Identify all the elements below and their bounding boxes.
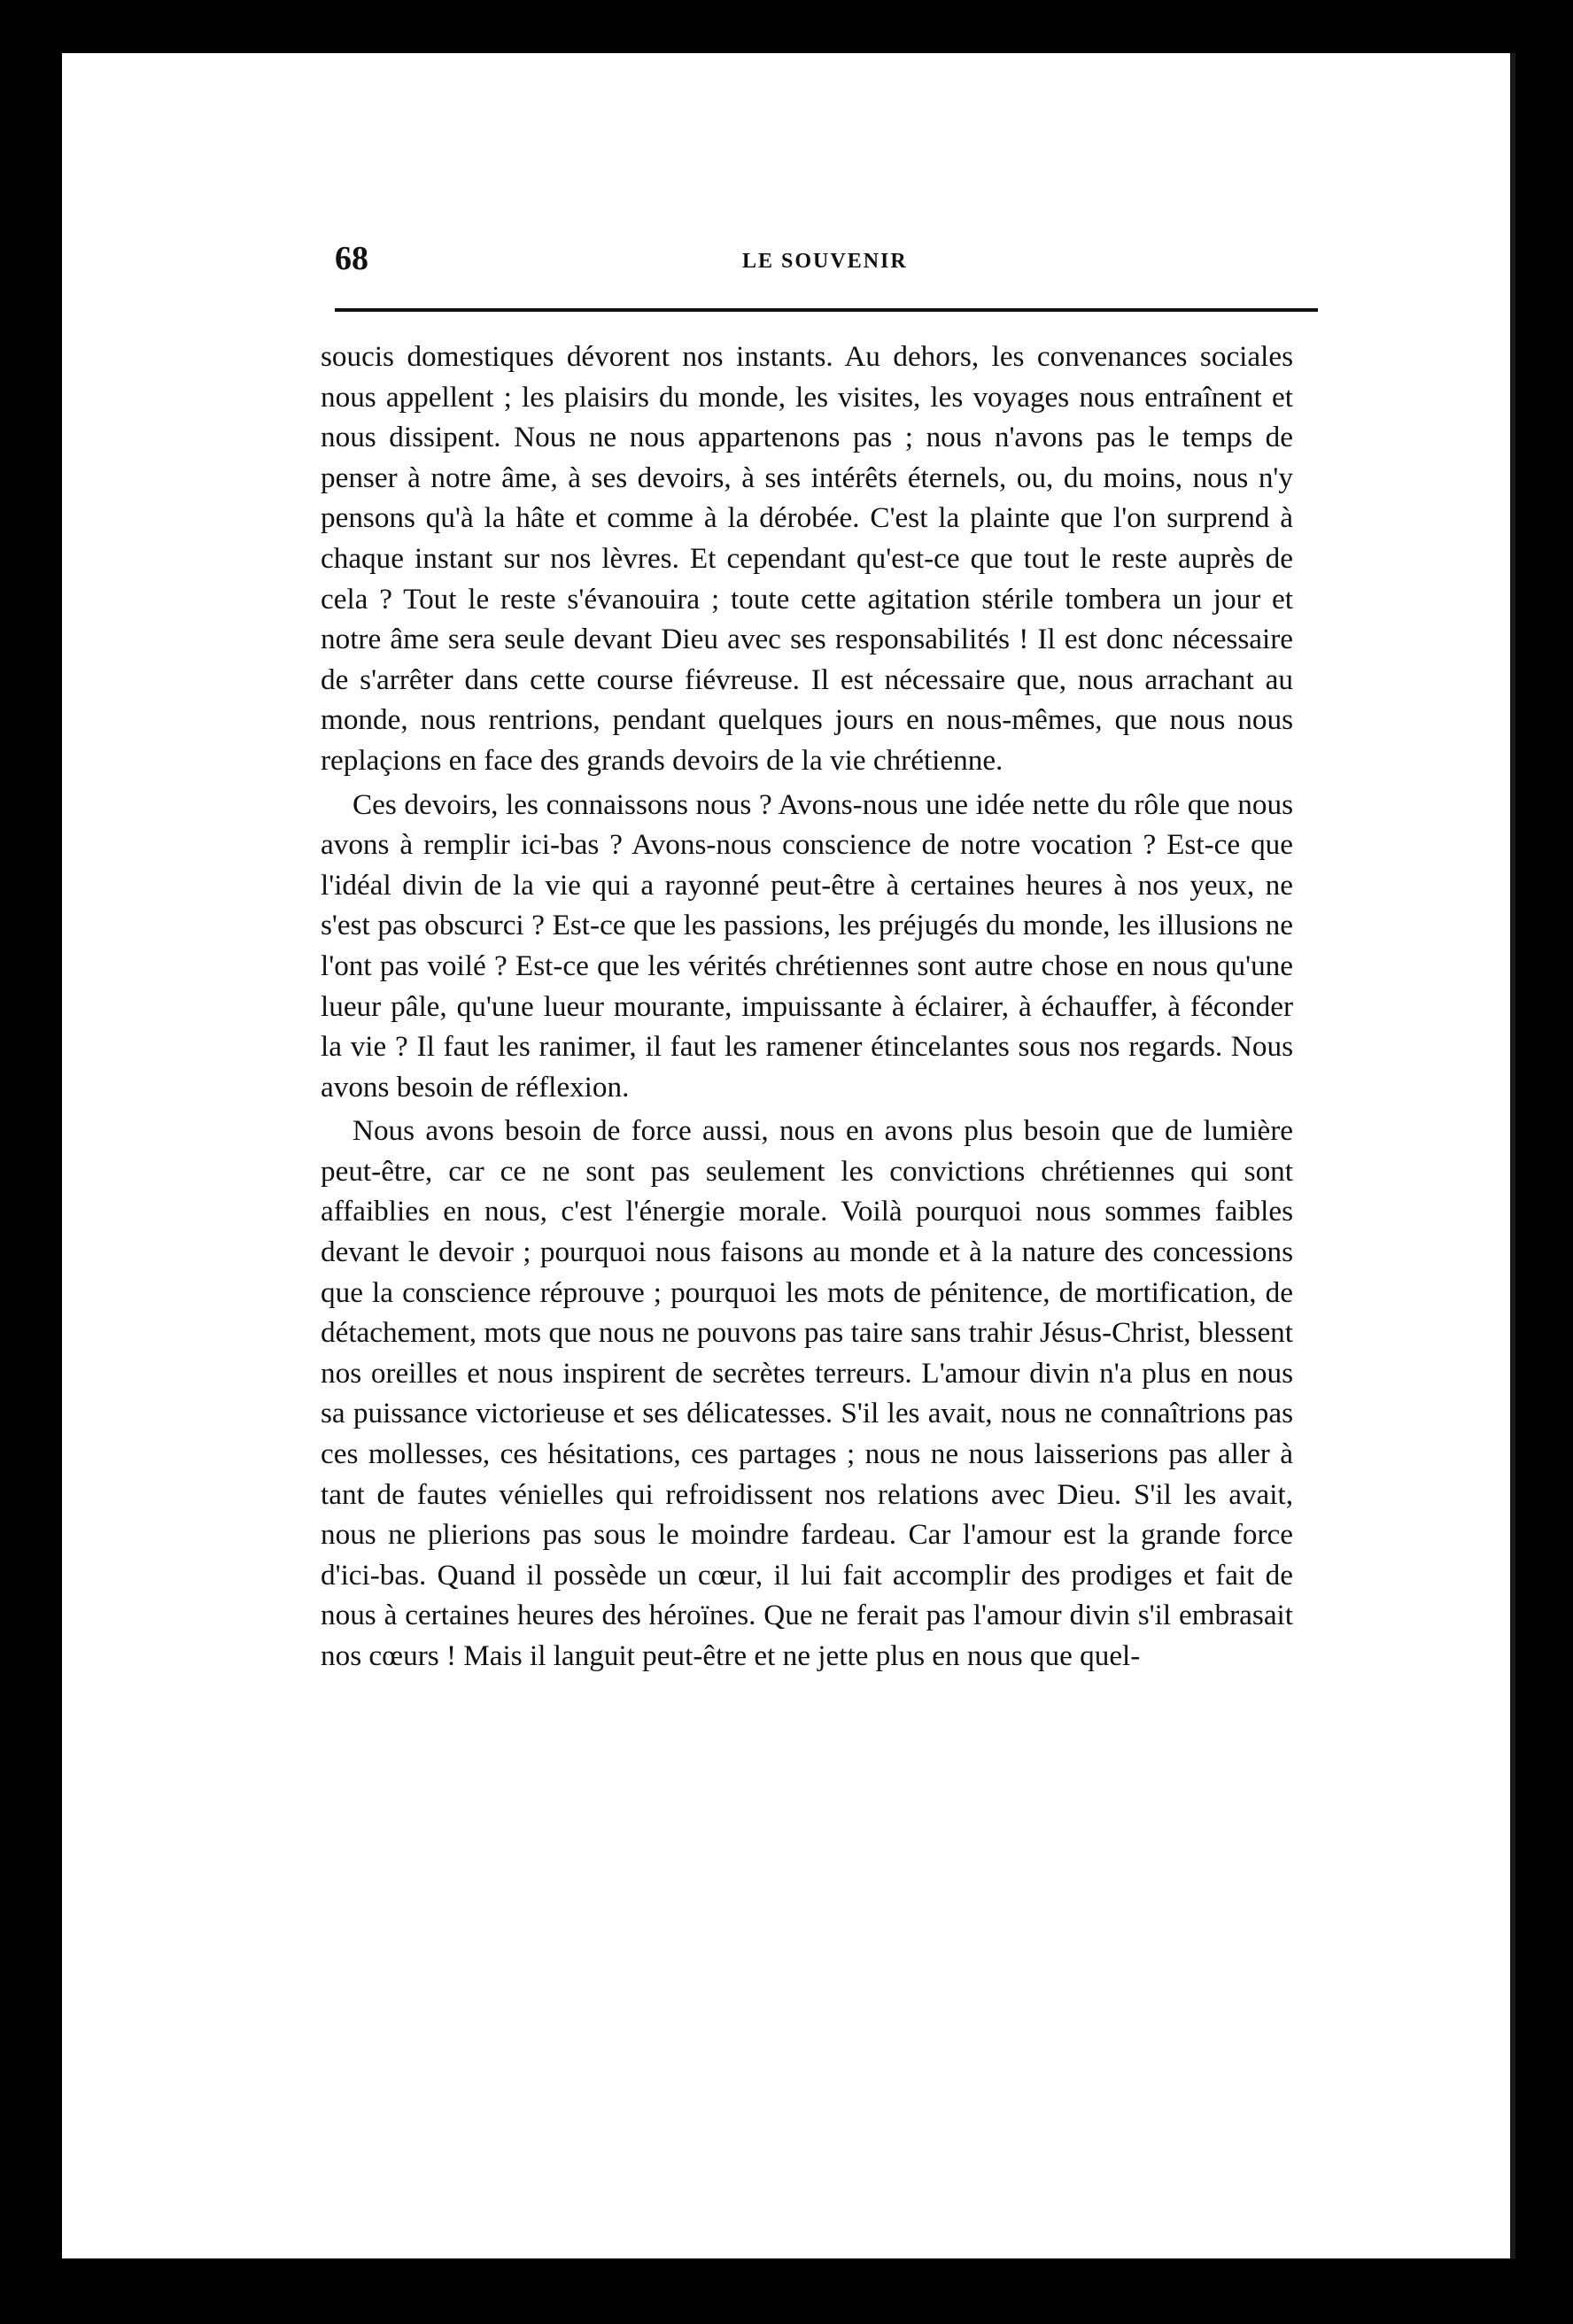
page-number: 68 bbox=[335, 240, 368, 277]
page-edge-shadow bbox=[1510, 53, 1515, 2258]
paragraph: Ces devoirs, les connaissons nous ? Avons-nous une idée nette du rôle que nous avons à remplir ici-bas ? Avons-nous conscience de notre vocation ? Est-ce que l'idéal divin de la vie qui a rayonné peut-être à certaines heures à nos yeux, ne s'est pas obscurci ? Est-ce que les passions, les préjugés du monde, les illusions ne l'ont pas voilé ? Est-ce que les vérités chrétiennes sont autre chose en nous qu'une lueur pâle, qu'une lueur mourante, impuissante à éclairer, à échauffer, à féconder la vie ? Il faut les ranimer, il faut les ramener étincelantes sous nos regards. Nous avons besoin de réflexion. bbox=[321, 787, 1293, 1104]
header-rule bbox=[335, 308, 1318, 312]
body-text bbox=[321, 337, 1293, 1677]
paragraph: Nous avons besoin de force aussi, nous en avons plus besoin que de lumière peut-être, car ce ne sont pas seulement les convictions chrétiennes qui sont affaiblies en nous, c'est l'énergie morale. Voilà pourquoi nous sommes faibles devant le devoir ; pourquoi nous faisons au monde et à la nature des concessions que la conscience réprouve ; pourquoi les mots de pénitence, de mortification, de détachement, mots que nous ne pouvons pas taire sans trahir Jésus-Christ, blessent nos oreilles et nous inspirent de secrètes terreurs. L'amour divin n'a plus en nous sa puissance victorieuse et ses délicatesses. S'il les avait, nous ne connaîtrions pas ces mollesses, ces hésitations, ces partages ; nous ne nous laisserions pas aller à tant de fautes vénielles qui refroidissent nos relations avec Dieu. S'il les avait, nous ne plierions pas sous le moindre fardeau. Car l'amour est la grande force d'ici-bas. Quand il possède un cœur, il lui fait accomplir des prodiges et fait de nous à certaines heures des héroïnes. Que ne ferait pas l'amour divin s'il embrasait nos cœurs ! Mais il languit peut-être et ne jette plus en nous que quel- bbox=[321, 1114, 1293, 1672]
running-title: LE SOUVENIR bbox=[742, 250, 908, 273]
paragraph: soucis domestiques dévorent nos instants. Au dehors, les convenances sociales nous appellent ; les plaisirs du monde, les visites, les voyages nous entraînent et nous dissipent. Nous ne nous appartenons pas ; nous n'avons pas le temps de penser à notre âme, à ses devoirs, à ses intérêts éternels, ou, du moins, nous n'y pensons qu'à la hâte et comme à la dérobée. C'est la plainte que l'on surprend à chaque instant sur nos lèvres. Et cependant qu'est-ce que tout le reste auprès de cela ? Tout le reste s'évanouira ; toute cette agitation stérile tombera un jour et notre âme sera seule devant Dieu avec ses responsabilités ! Il est donc nécessaire de s'arrêter dans cette course fiévreuse. Il est nécessaire que, nous arrachant au monde, nous rentrions, pendant quelques jours en nous-mêmes, que nous nous replaçions en face des grands devoirs de la vie chrétienne. bbox=[321, 340, 1293, 777]
page-header bbox=[335, 239, 1318, 292]
